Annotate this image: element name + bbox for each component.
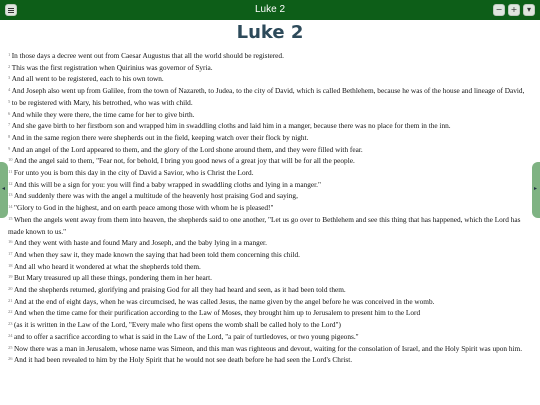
verse-number: 13 (8, 192, 13, 198)
verse-text: And Joseph also went up from Galilee, from the town of Nazareth, to Judea, to the city of David, which is called Bethlehem, because he was of the house and lineage of David, (11, 86, 525, 96)
zoom-out-button[interactable]: − (493, 4, 505, 16)
options-dropdown-button[interactable]: ▾ (523, 4, 535, 16)
verse-text: to be registered with Mary, his betrothed, who was with child. (11, 97, 193, 107)
verse-13 (8, 190, 530, 202)
verse-text: And when the time came for their purification according to the Law of Moses, they brought him up to Jerusalem to present him to the Lord (14, 308, 421, 318)
verse-text: And she gave birth to her firstborn son and wrapped him in swaddling cloths and laid him in a manger, because there was no place for them in the inn. (11, 121, 451, 131)
verse-2 (8, 62, 530, 74)
verse-text: and to offer a sacrifice according to what is said in the Law of the Lord, "a pair of turtledoves, or two young pigeons." (14, 331, 359, 341)
verse-text: And at the end of eight days, when he was circumcised, he was called Jesus, the name given by the angel before he was conceived in the womb. (14, 296, 435, 306)
verse-4 (8, 85, 530, 97)
verse-text: And suddenly there was with the angel a multitude of the heavenly host praising God and saying, (14, 191, 298, 201)
verse-7 (8, 120, 530, 132)
verse-number: 25 (8, 344, 13, 350)
verse-17 (8, 249, 530, 261)
verse-16 (8, 237, 530, 249)
next-chapter-tab[interactable] (532, 162, 540, 218)
verse-number: 17 (8, 250, 13, 256)
verse-text: In those days a decree went out from Caesar Augustus that all the world should be registered. (11, 51, 284, 60)
verse-number: 20 (8, 286, 13, 292)
verse-number: 19 (8, 274, 13, 280)
verse-text: And it had been revealed to him by the Holy Spirit that he would not see death before he had seen the Lord's Christ. (14, 355, 353, 365)
verse-text: And the angel said to them, "Fear not, for behold, I bring you good news of a great joy that will be for all the people. (14, 156, 355, 166)
chevron-right-icon: ▸ (534, 186, 538, 192)
verse-text: And an angel of the Lord appeared to them, and the glory of the Lord shone around them, and they were filled with fear. (11, 144, 363, 154)
verse-12 (8, 179, 530, 191)
verse-number: 5 (8, 98, 11, 104)
verse-14 (8, 202, 530, 214)
verse-number: 10 (8, 157, 13, 163)
verse-text: Now there was a man in Jerusalem, whose name was Simeon, and this man was righteous and devout, waiting for the consolation of Israel, and the Holy Spirit was upon him. (14, 343, 523, 353)
verse-19 (8, 272, 530, 284)
verse-21 (8, 296, 530, 308)
verse-text: But Mary treasured up all these things, pondering them in her heart. (14, 273, 212, 283)
verse-22 (8, 307, 530, 319)
verse-25 (8, 343, 530, 355)
verse-15 (8, 214, 530, 237)
verse-11 (8, 167, 530, 179)
verse-number: 11 (8, 169, 13, 175)
verse-text: And when they saw it, they made known the saying that had been told them concerning this child. (14, 249, 300, 259)
verse-number: 18 (8, 262, 13, 268)
chevron-left-icon: ◂ (2, 186, 6, 192)
verse-number: 9 (8, 145, 11, 151)
verse-number: 22 (8, 309, 13, 315)
verse-6 (8, 109, 530, 121)
verse-text: And they went with haste and found Mary and Joseph, and the baby lying in a manger. (14, 238, 267, 248)
verse-text: For unto you is born this day in the city of David a Savior, who is Christ the Lord. (13, 168, 254, 178)
verse-list[interactable] (8, 50, 530, 405)
verse-number: 24 (8, 332, 13, 338)
verse-9 (8, 144, 530, 156)
app-title: Luke 2 (254, 4, 286, 15)
verse-number: 3 (8, 75, 11, 81)
verse-1 (8, 50, 530, 62)
verse-text: "Glory to God in the highest, and on earth peace among those with whom he is pleased!" (14, 203, 274, 213)
verse-number: 8 (8, 133, 11, 139)
verse-text: And the shepherds returned, glorifying and praising God for all they had heard and seen, as it had been told them. (14, 285, 346, 295)
verse-text: (as it is written in the Law of the Lord, "Every male who first opens the womb shall be called holy to the Lord") (14, 320, 341, 330)
verse-number: 15 (8, 215, 13, 221)
verse-number: 23 (8, 321, 13, 327)
verse-text: And all went to be registered, each to his own town. (11, 74, 164, 84)
verse-number: 1 (8, 52, 11, 57)
verse-number: 7 (8, 122, 11, 128)
verse-5 (8, 97, 530, 109)
verse-8 (8, 132, 530, 144)
verse-number: 26 (8, 356, 13, 362)
verse-text: When the angels went away from them into heaven, the shepherds said to one another, "Let us go over to Bethlehem and see this thing that has happened, which the Lord has made known to us." (8, 214, 521, 236)
verse-number: 21 (8, 297, 13, 303)
verse-text: And all who heard it wondered at what the shepherds told them. (14, 261, 201, 271)
verse-number: 4 (8, 87, 11, 93)
verse-text: And while they were there, the time came for her to give birth. (11, 109, 195, 119)
verse-number: 12 (8, 180, 13, 186)
verse-10 (8, 155, 530, 167)
verse-text: And this will be a sign for you: you will find a baby wrapped in swaddling cloths and lying in a manger." (14, 179, 321, 189)
zoom-in-button[interactable]: + (508, 4, 520, 16)
verse-24 (8, 331, 530, 343)
verse-number: 16 (8, 239, 13, 245)
verse-text: And in the same region there were shepherds out in the field, keeping watch over their flock by night. (11, 132, 309, 142)
verse-26 (8, 354, 530, 366)
title-bar (0, 0, 540, 20)
verse-number: 14 (8, 204, 13, 210)
verse-3 (8, 73, 530, 85)
verse-20 (8, 284, 530, 296)
verse-number: 2 (8, 63, 11, 69)
verse-23 (8, 319, 530, 331)
chapter-heading: Luke 2 (236, 22, 304, 43)
previous-chapter-tab[interactable] (0, 162, 8, 218)
verse-number: 6 (8, 110, 11, 116)
verse-text: This was the first registration when Quirinius was governor of Syria. (11, 62, 213, 72)
verse-18 (8, 261, 530, 273)
